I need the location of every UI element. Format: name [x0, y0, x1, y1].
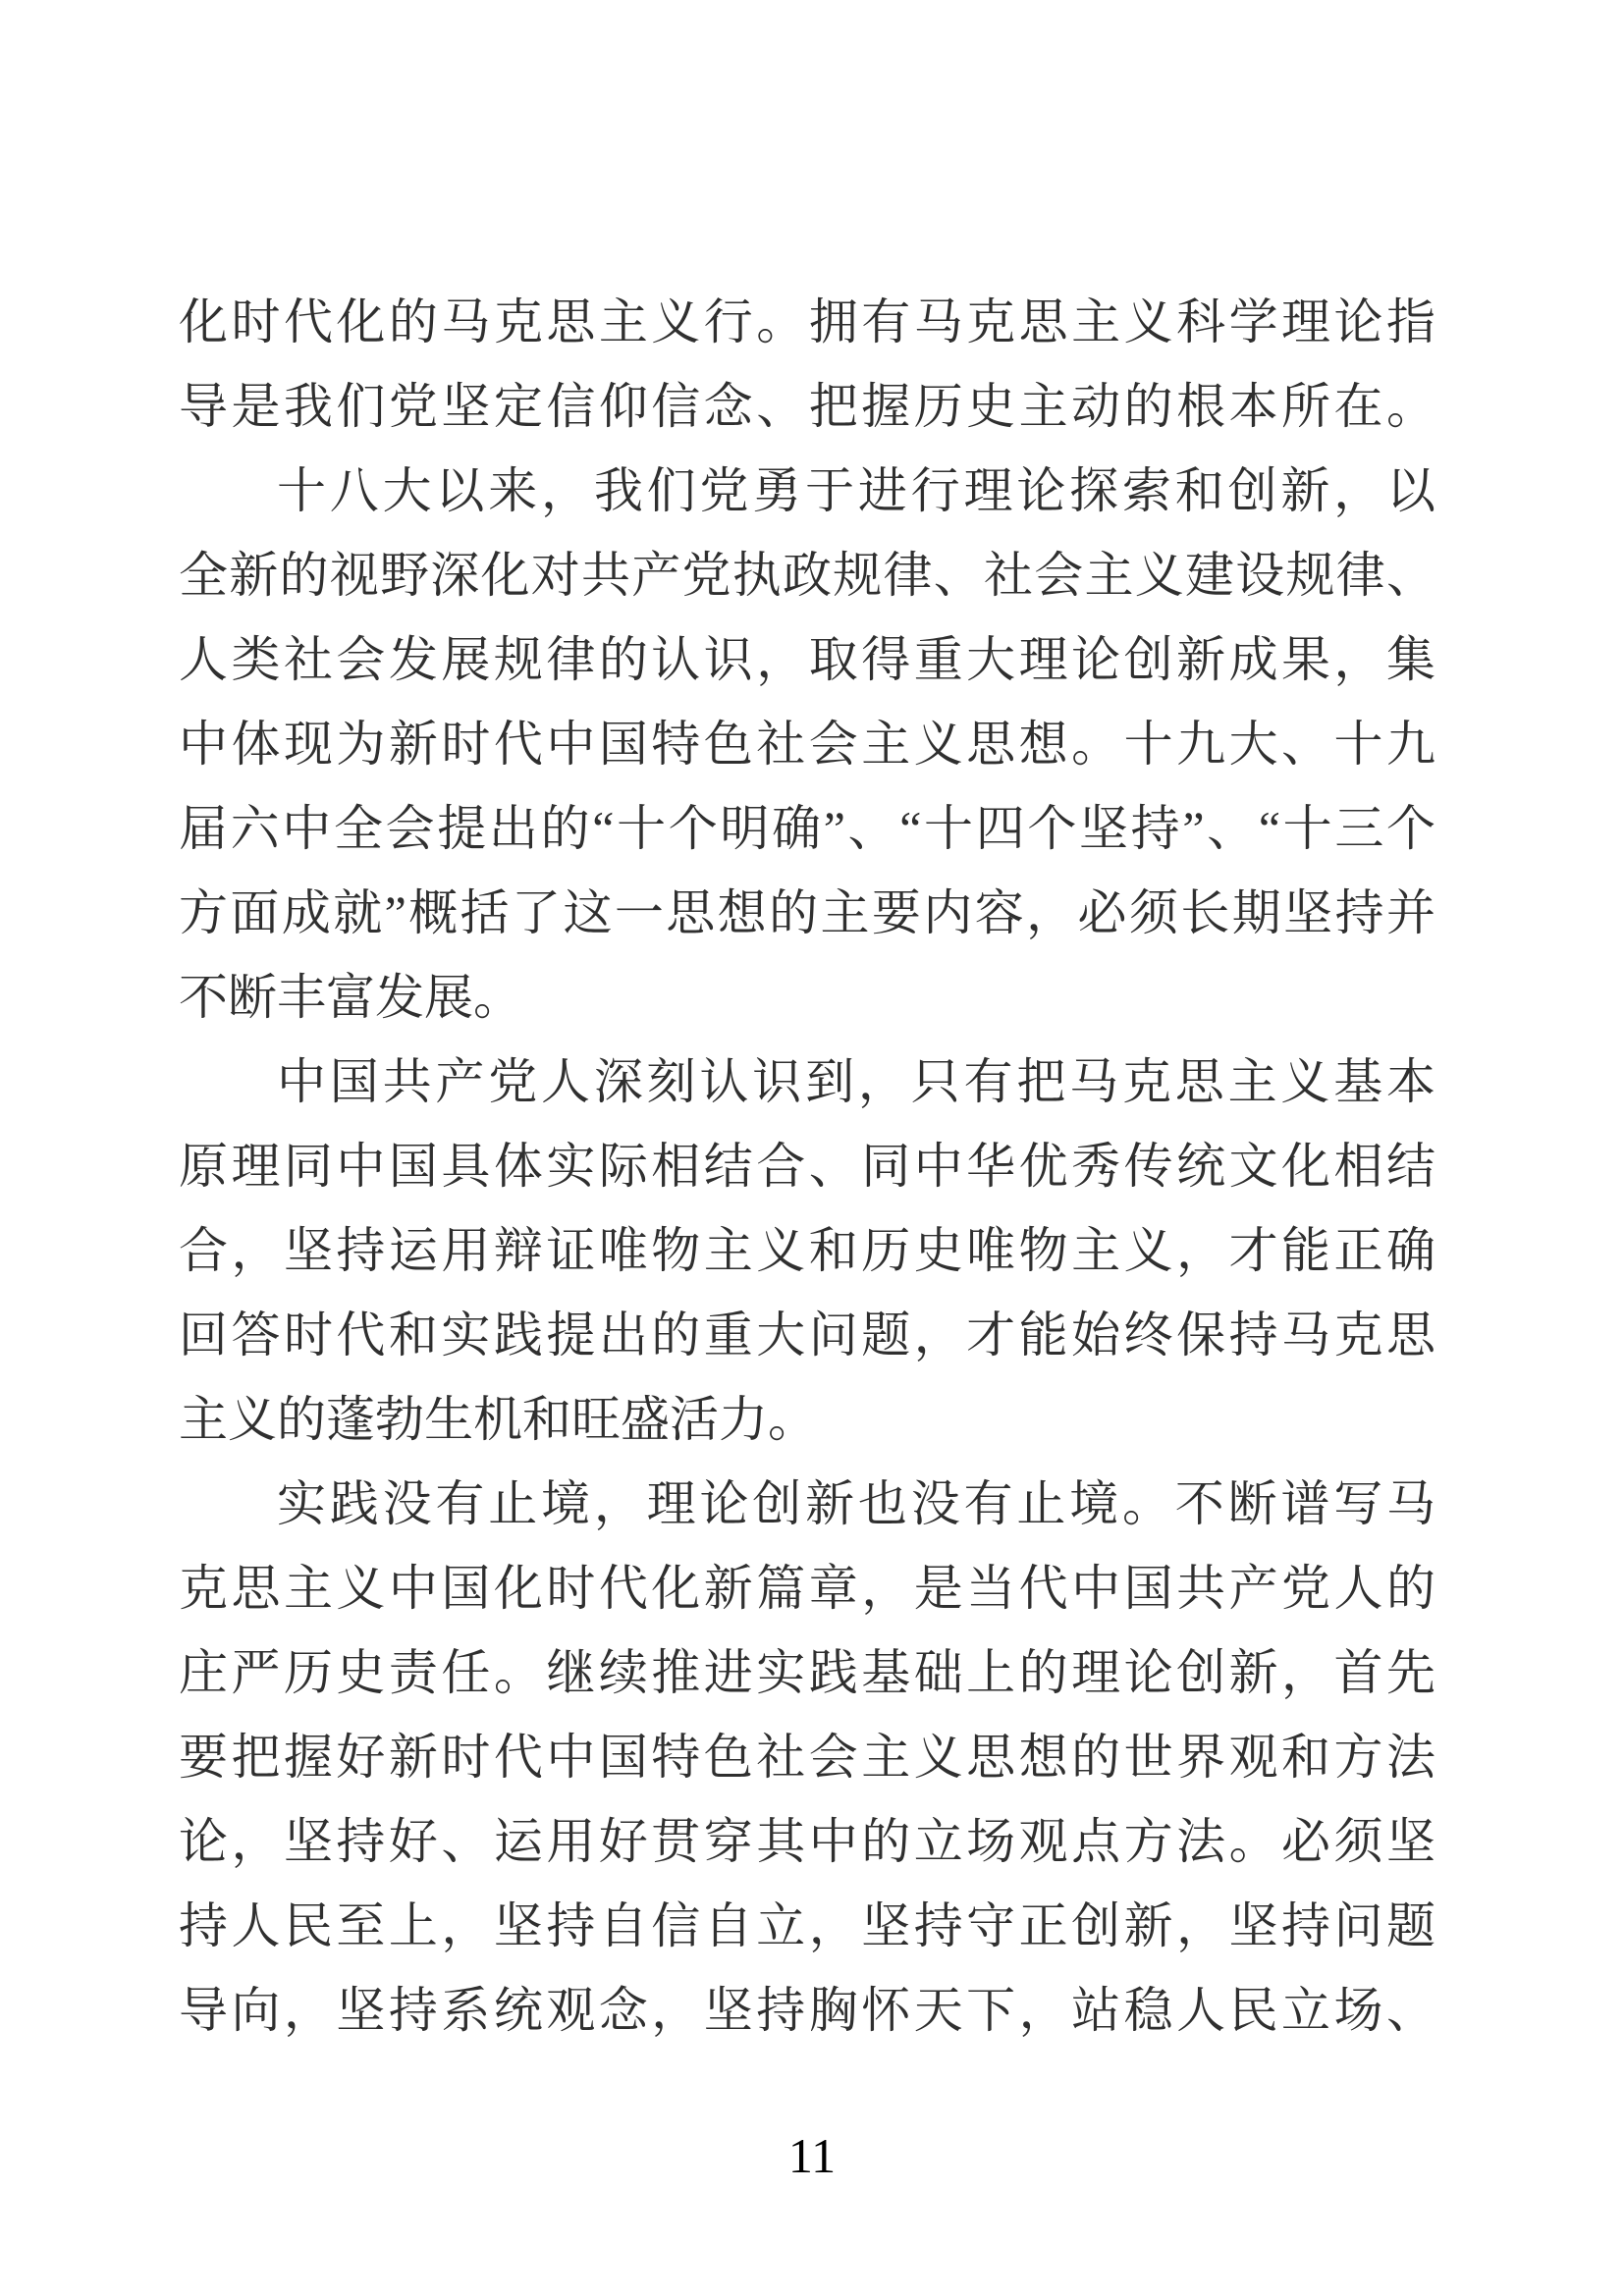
- body-text: [179, 280, 1435, 2053]
- text-line: 化时代化的马克思主义行。拥有马克思主义科学理论指: [179, 294, 1435, 349]
- text-line: 持人民至上，坚持自信自立，坚持守正创新，坚持问题: [179, 1898, 1435, 1953]
- text-line: 回答时代和实践提出的重大问题，才能始终保持马克思: [179, 1308, 1435, 1362]
- text-line: 合，坚持运用辩证唯物主义和历史唯物主义，才能正确: [179, 1223, 1435, 1278]
- text-line: 克思主义中国化时代化新篇章，是当代中国共产党人的: [179, 1561, 1435, 1616]
- text-line: 原理同中国具体实际相结合、同中华优秀传统文化相结: [179, 1139, 1435, 1194]
- paragraph: [179, 1462, 1435, 2053]
- text-line: 人类社会发展规律的认识，取得重大理论创新成果，集: [179, 632, 1435, 687]
- text-line: 主义的蓬勃生机和旺盛活力。: [179, 1392, 817, 1447]
- paragraph-continued: [179, 280, 1435, 449]
- text-line: 要把握好新时代中国特色社会主义思想的世界观和方法: [179, 1730, 1435, 1785]
- text-line: 导向，坚持系统观念，坚持胸怀天下，站稳人民立场、: [179, 1983, 1435, 2038]
- text-line: 论，坚持好、运用好贯穿其中的立场观点方法。必须坚: [179, 1814, 1435, 1869]
- text-line: 中国共产党人深刻认识到，只有把马克思主义基本: [277, 1054, 1435, 1109]
- paragraph: [179, 1040, 1435, 1462]
- page-number: 11: [787, 2128, 837, 2183]
- text-line: 中体现为新时代中国特色社会主义思想。十九大、十九: [179, 717, 1435, 772]
- text-line: 庄严历史责任。继续推进实践基础上的理论创新，首先: [179, 1645, 1435, 1700]
- text-line: 十八大以来，我们党勇于进行理论探索和创新，以: [277, 463, 1435, 518]
- text-line: 方面成就”概括了这一思想的主要内容，必须长期坚持并: [179, 885, 1435, 940]
- text-line: 不断丰富发展。: [179, 970, 522, 1025]
- text-line: 全新的视野深化对共产党执政规律、社会主义建设规律、: [179, 548, 1435, 603]
- text-line: 实践没有止境，理论创新也没有止境。不断谱写马: [277, 1476, 1435, 1531]
- text-line: 导是我们党坚定信仰信念、把握历史主动的根本所在。: [179, 379, 1435, 434]
- text-line: 届六中全会提出的“十个明确”、“十四个坚持”、“十三个: [179, 801, 1435, 856]
- paragraph: [179, 449, 1435, 1040]
